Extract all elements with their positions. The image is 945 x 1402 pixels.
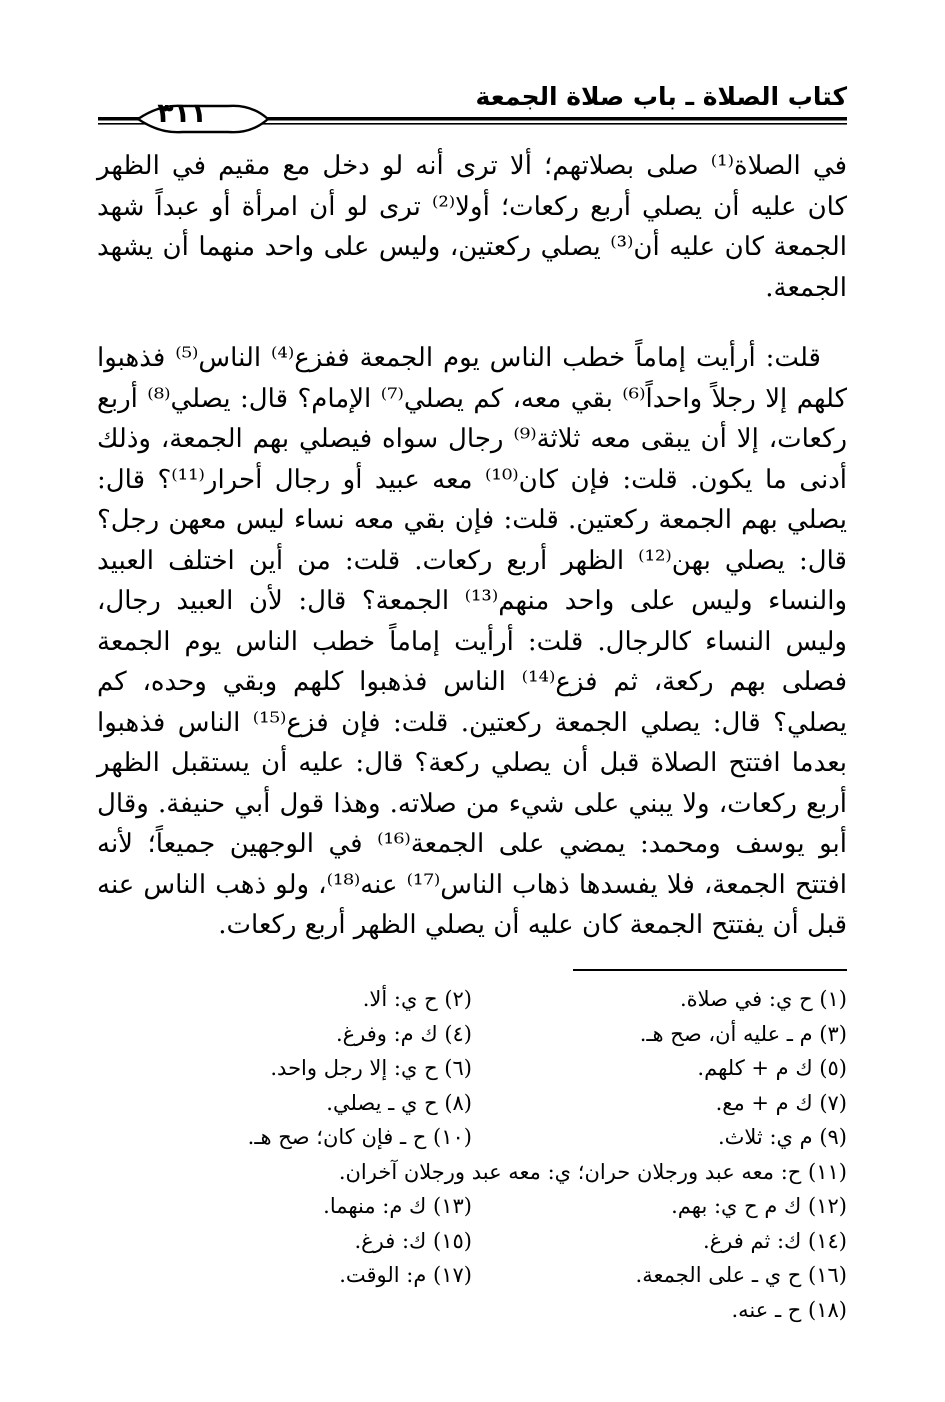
footnote: (١٠) ح ـ فإن كان؛ صح هـ. (247, 1125, 472, 1150)
footnote: (١) ح ي: في صلاة. (679, 987, 847, 1012)
footnote-row (97, 1155, 847, 1190)
paragraph-2: قلت: أرأيت إماماً خطب الناس يوم الجمعة ففزع⁽⁴⁾ الناس⁽⁵⁾ فذهبوا كلهم إلا رجلاً واحداً⁽⁶⁾ بقي معه، كم يصلي⁽⁷⁾ الإمام؟ قال: يصلي⁽⁸⁾ أربع ركعات، إلا أن يبقى معه ثلاثة⁽⁹⁾ رجال سواه فيصلي بهم الجمعة، وذلك أدنى ما يكون. قلت: فإن كان⁽¹⁰⁾ معه عبيد أو رجال أحرار⁽¹¹⁾؟ قال: يصلي بهم الجمعة ركعتين. قلت: فإن بقي معه نساء ليس معهن رجل؟ قال: يصلي بهن⁽¹²⁾ الظهر أربع ركعات. قلت: من أين اختلف العبيد والنساء وليس على واحد منهم⁽¹³⁾ الجمعة؟ قال: لأن العبيد رجال، وليس النساء كالرجال. قلت: أرأيت إماماً خطب الناس يوم الجمعة فصلى بهم ركعة، ثم فزع⁽¹⁴⁾ الناس فذهبوا كلهم وبقي وحده، كم يصلي؟ قال: يصلي الجمعة ركعتين. قلت: فإن فزع⁽¹⁵⁾ الناس فذهبوا بعدما افتتح الصلاة قبل أن يصلي ركعة؟ قال: عليه أن يستقبل الظهر أربع ركعات، ولا يبني على شيء من صلاته. وهذا قول أبي حنيفة. وقال أبو يوسف ومحمد: يمضي على الجمعة⁽¹⁶⁾ في الوجهين جميعاً؛ لأنه افتتح الجمعة، فلا يفسدها ذهاب الناس⁽¹⁷⁾ عنه⁽¹⁸⁾، ولو ذهب الناس عنه قبل أن يفتتح الجمعة كان عليه أن يصلي الظهر أربع ركعات. (97, 343, 848, 940)
footnote-row (97, 1120, 847, 1155)
main-text (97, 146, 847, 946)
footnote: (١٢) ك م ح ي: بهم. (671, 1194, 847, 1219)
footnote: (١٨) ح ـ عنه. (731, 1297, 847, 1322)
footnote-row (97, 1051, 847, 1086)
page-number: ٣١١ (157, 98, 207, 129)
footnote-row (97, 1086, 847, 1121)
running-header: كتاب الصلاة ـ باب صلاة الجمعة (475, 82, 847, 111)
footnote-row (97, 1189, 847, 1224)
footnote-separator (573, 969, 847, 971)
footnote: (١١) ح: معه عبد ورجلان حران؛ ي: معه عبد ورجلان آخران. (338, 1159, 847, 1184)
footnote: (٤) ك م: وفرغ. (335, 1021, 472, 1046)
footnote: (١٣) ك م: منهما. (323, 1194, 472, 1219)
footnote: (٥) ك م + كلهم. (697, 1056, 847, 1081)
footnote-row (97, 1017, 847, 1052)
footnote: (٢) ح ي: ألا. (362, 987, 472, 1012)
footnote: (٣) م ـ عليه أن، صح هـ. (639, 1021, 847, 1046)
footnote: (١٤) ك: ثم فرغ. (702, 1228, 847, 1253)
footnote: (٩) م ي: ثلاث. (717, 1125, 847, 1150)
footnote: (١٦) ح ي ـ على الجمعة. (635, 1263, 847, 1288)
paragraph-1: في الصلاة⁽¹⁾ صلى بصلاتهم؛ ألا ترى أنه لو دخل مع مقيم في الظهر كان عليه أن يصلي أربع ركعات؛ أولا⁽²⁾ ترى لو أن امرأة أو عبداً شهد الجمعة كان عليه أن⁽³⁾ يصلي ركعتين، وليس على واحد منهما أن يشهد الجمعة. (97, 151, 847, 303)
footnote: (٦) ح ي: إلا رجل واحد. (270, 1056, 472, 1081)
footnote: (١٧) م: الوقت. (339, 1263, 472, 1288)
footnote-row (97, 982, 847, 1017)
footnote: (٧) ك م + مع. (715, 1090, 847, 1115)
footnote-row (97, 1258, 847, 1293)
footnote: (٨) ح ي ـ يصلي. (326, 1090, 472, 1115)
footnote-row (97, 1224, 847, 1259)
footnote: (١٥) ك: فرغ. (354, 1228, 472, 1253)
footnote-row (97, 1293, 847, 1328)
footnotes (97, 982, 847, 1327)
